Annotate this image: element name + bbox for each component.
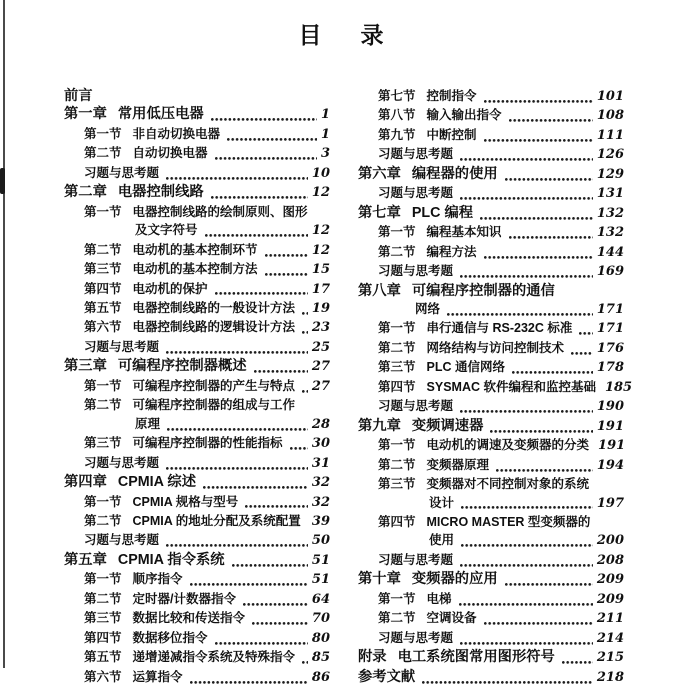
entry-label: 第二节 <box>378 244 416 259</box>
dot-leader <box>578 319 593 338</box>
entry-page: 215 <box>596 650 624 666</box>
entry-title: 数据移位指令 <box>132 630 208 645</box>
toc-entry <box>64 434 330 453</box>
entry-label: 第六章 <box>358 165 401 182</box>
dot-leader <box>210 183 309 202</box>
entry-label: 第三节 <box>84 262 122 277</box>
entry-title: 前言 <box>64 88 93 104</box>
toc-entry <box>358 494 624 513</box>
dot-leader <box>214 280 309 299</box>
entry-title: 习题与思考题 <box>378 399 454 414</box>
entry-label: 第四节 <box>84 630 122 645</box>
entry-title: 自动切换电器 <box>132 146 208 161</box>
entry-label: 第一节 <box>84 126 122 141</box>
entry-label: 第一节 <box>378 438 416 453</box>
toc-entry <box>64 377 330 396</box>
dot-leader <box>204 221 309 240</box>
entry-title: 串行通信与 RS-232C 标准 <box>426 321 573 336</box>
entry-label: 第一节 <box>84 494 122 509</box>
entry-page: 178 <box>596 360 624 376</box>
entry-title: 可编程序控制器的性能指标 <box>132 436 283 451</box>
dot-leader <box>214 144 318 163</box>
dot-leader <box>166 415 309 434</box>
dot-leader <box>189 668 309 687</box>
dot-leader <box>508 106 594 125</box>
toc-entry <box>358 87 624 106</box>
toc-entry <box>358 629 624 648</box>
entry-title: 可编程序控制器的组成与工作 <box>132 398 296 413</box>
entry-label: 第四节 <box>84 281 122 296</box>
entry-title: 变频器对不同控制对象的系统 <box>426 477 590 492</box>
entry-label: 第一章 <box>64 106 107 123</box>
dot-leader <box>459 184 594 203</box>
entry-page: 108 <box>596 108 624 124</box>
entry-title: 常用低压电器 <box>117 106 204 123</box>
entry-page: 25 <box>311 339 330 355</box>
entry-page: 80 <box>311 630 330 646</box>
entry-label: 第一节 <box>378 225 416 240</box>
dot-leader <box>483 87 594 106</box>
entry-label: 第二节 <box>378 457 416 472</box>
toc-entry <box>358 551 624 570</box>
toc-entry <box>64 164 330 183</box>
dot-leader <box>231 551 309 570</box>
dot-leader <box>483 126 594 145</box>
toc-entry <box>358 319 624 338</box>
entry-page: 185 <box>604 379 633 395</box>
entry-title: 设计 <box>429 495 455 510</box>
dot-leader <box>165 454 309 473</box>
toc-entry <box>358 475 624 493</box>
entry-title: 电动机的基本控制方法 <box>132 262 258 277</box>
toc-entry <box>358 223 624 242</box>
page-left-border <box>3 0 5 668</box>
entry-label: 第八节 <box>378 108 416 123</box>
dot-leader <box>504 570 594 589</box>
entry-title: 空调设备 <box>426 611 477 626</box>
entry-page: 101 <box>596 89 624 104</box>
dot-leader <box>570 339 594 358</box>
dot-leader <box>226 125 318 144</box>
dot-leader <box>508 223 594 242</box>
entry-page: 31 <box>311 455 330 471</box>
toc-entry <box>64 570 330 589</box>
entry-title: 原理 <box>135 416 161 431</box>
entry-page: 86 <box>311 669 330 685</box>
entry-page: 171 <box>596 321 624 337</box>
dot-leader <box>264 241 309 260</box>
toc-entry <box>358 436 624 455</box>
toc-entry <box>358 243 624 262</box>
entry-page: 171 <box>596 301 624 317</box>
dot-leader <box>561 648 594 667</box>
entry-page: 64 <box>311 591 330 607</box>
dot-leader <box>459 145 594 164</box>
dot-leader <box>421 668 594 687</box>
entry-label: 第三节 <box>378 360 416 375</box>
entry-title: 变频调速器 <box>411 417 484 434</box>
entry-title: 电器控制线路的一般设计方法 <box>132 300 296 315</box>
entry-page: 70 <box>311 611 330 627</box>
dot-leader <box>489 417 593 436</box>
dot-leader <box>242 590 309 609</box>
entry-page: 19 <box>311 300 330 316</box>
entry-title: 习题与思考题 <box>378 630 454 645</box>
dot-leader <box>264 260 309 279</box>
entry-label: 第一节 <box>378 591 416 606</box>
entry-page: 169 <box>596 264 624 280</box>
toc-entry <box>64 87 330 105</box>
entry-title: 编程方法 <box>426 244 477 259</box>
entry-page: 85 <box>311 650 330 666</box>
dot-leader <box>479 204 594 223</box>
toc-entry <box>64 338 330 357</box>
entry-label: 第二节 <box>84 398 122 413</box>
entry-title: 使用 <box>429 533 455 548</box>
toc-entry <box>358 590 624 609</box>
dot-leader <box>504 165 594 184</box>
entry-page: 131 <box>596 186 624 202</box>
toc-entry <box>64 241 330 260</box>
toc-entry <box>358 339 624 358</box>
entry-title: 输入输出指令 <box>426 108 502 123</box>
entry-label: 第一节 <box>84 378 122 393</box>
toc-entry <box>64 473 330 492</box>
toc-entry <box>358 262 624 281</box>
entry-title: 可编程序控制器概述 <box>117 358 247 375</box>
dot-leader <box>253 357 309 376</box>
entry-label: 第六节 <box>84 669 122 684</box>
entry-page: 211 <box>596 611 624 627</box>
entry-title: 可编程序控制器的通信 <box>411 282 555 299</box>
entry-page: 197 <box>596 495 624 511</box>
entry-label: 第三节 <box>84 436 122 451</box>
toc-entry <box>358 668 624 687</box>
entry-label: 第五节 <box>84 650 122 665</box>
dot-leader <box>189 570 309 589</box>
entry-page: 200 <box>596 533 624 549</box>
entry-label: 第二节 <box>84 591 122 606</box>
entry-title: 电动机的基本控制环节 <box>132 242 258 257</box>
entry-label: 第二节 <box>84 513 122 528</box>
entry-title: 习题与思考题 <box>84 339 160 354</box>
dot-leader <box>307 512 309 531</box>
dot-leader <box>495 456 594 475</box>
dot-leader <box>483 609 594 628</box>
entry-title: 可编程序控制器的产生与特点 <box>132 378 296 393</box>
entry-page: 218 <box>596 669 624 685</box>
entry-page: 50 <box>311 533 330 549</box>
toc-column-left <box>64 87 330 687</box>
entry-label: 第二章 <box>64 184 107 201</box>
entry-label: 第五节 <box>84 300 122 315</box>
entry-title: MICRO MASTER 型变频器的 <box>426 514 591 529</box>
entry-title: 电器控制线路的逻辑设计方法 <box>132 320 296 335</box>
page-title: 目录 <box>298 22 423 48</box>
entry-label: 第八章 <box>358 282 401 299</box>
toc-entry <box>64 318 330 337</box>
entry-title: 编程基本知识 <box>426 225 502 240</box>
entry-page: 1 <box>320 126 330 142</box>
entry-title: CPMIA 综述 <box>117 474 196 491</box>
entry-title: 电器控制线路 <box>117 184 204 201</box>
dot-leader <box>511 358 594 377</box>
entry-page: 191 <box>598 438 626 454</box>
entry-page: 32 <box>311 475 330 491</box>
entry-label: 第二节 <box>84 146 122 161</box>
toc-entry <box>64 668 330 687</box>
entry-page: 3 <box>320 146 330 162</box>
dot-leader <box>244 493 309 512</box>
entry-label: 第六节 <box>84 320 122 335</box>
entry-page: 194 <box>596 457 624 473</box>
entry-label: 第九节 <box>378 127 416 142</box>
dot-leader <box>301 318 309 337</box>
entry-label: 第二节 <box>378 611 416 626</box>
entry-title: 习题与思考题 <box>84 533 160 548</box>
entry-label: 第七节 <box>378 89 416 103</box>
toc-entry <box>64 357 330 376</box>
toc-entry <box>358 145 624 164</box>
toc-entry <box>358 531 624 550</box>
entry-page: 30 <box>311 436 330 452</box>
entry-page: 17 <box>311 281 330 297</box>
toc-entry <box>358 282 624 300</box>
toc-entry <box>358 513 624 531</box>
entry-title: 递增递减指令系统及特殊指令 <box>132 650 296 665</box>
toc-entry <box>64 629 330 648</box>
entry-page: 208 <box>596 552 624 568</box>
entry-page: 51 <box>311 572 330 588</box>
entry-label: 第十章 <box>358 571 401 588</box>
entry-title: 参考文献 <box>358 668 416 685</box>
entry-page: 12 <box>311 223 330 239</box>
toc-entry <box>64 105 330 124</box>
toc-entry <box>64 183 330 202</box>
toc-entry <box>64 493 330 512</box>
entry-title: 网络 <box>415 301 441 316</box>
entry-page: 12 <box>311 242 330 258</box>
entry-title: 变频器的应用 <box>411 571 498 588</box>
toc-entry <box>64 280 330 299</box>
entry-page: 132 <box>596 225 624 241</box>
entry-title: 习题与思考题 <box>84 455 160 470</box>
entry-title: 电器控制线路的绘制原则、图形 <box>132 204 308 219</box>
toc-entry <box>358 300 624 319</box>
toc-entry <box>64 551 330 570</box>
toc-entry <box>358 570 624 589</box>
entry-title: SYSMAC 软件编程和监控基础 <box>426 379 596 394</box>
entry-label: 第七章 <box>358 204 401 221</box>
entry-page: 191 <box>596 418 624 434</box>
toc-entry <box>64 454 330 473</box>
toc-entry <box>358 648 624 667</box>
entry-page: 39 <box>311 513 330 529</box>
entry-page: 209 <box>596 591 624 607</box>
scan-mark <box>0 168 5 194</box>
toc-entry <box>64 415 330 434</box>
entry-page: 10 <box>311 165 330 181</box>
entry-page: 28 <box>311 416 330 432</box>
entry-title: 非自动切换电器 <box>132 126 221 141</box>
toc-entry <box>64 221 330 240</box>
dot-leader <box>459 629 594 648</box>
entry-page: 132 <box>596 205 624 221</box>
entry-page: 12 <box>311 185 330 201</box>
dot-leader <box>459 551 594 570</box>
entry-label: 第四节 <box>378 379 416 394</box>
entry-label: 第九章 <box>358 417 401 434</box>
toc-entry <box>64 299 330 318</box>
entry-title: 变频器原理 <box>426 457 490 472</box>
toc-entry <box>64 609 330 628</box>
entry-title: 网络结构与访问控制技术 <box>426 340 565 355</box>
entry-page: 176 <box>596 340 624 356</box>
dot-leader <box>483 243 594 262</box>
dot-leader <box>210 105 318 124</box>
entry-label: 第三章 <box>64 358 107 375</box>
toc-entry <box>358 609 624 628</box>
entry-page: 32 <box>311 494 330 510</box>
toc-entry <box>64 396 330 414</box>
entry-title: 习题与思考题 <box>378 552 454 567</box>
dot-leader <box>459 397 594 416</box>
entry-title: 习题与思考题 <box>84 165 160 180</box>
toc-column-right <box>358 87 633 687</box>
entry-page: 129 <box>596 166 624 182</box>
entry-title: 电梯 <box>426 591 452 606</box>
toc-entry <box>358 165 624 184</box>
toc-entry <box>64 590 330 609</box>
dot-leader <box>165 164 309 183</box>
dot-leader <box>202 473 309 492</box>
toc-entry <box>358 106 624 125</box>
toc-entry <box>64 144 330 163</box>
dot-leader <box>301 377 309 396</box>
entry-title: 中断控制 <box>426 127 477 142</box>
dot-leader <box>289 434 309 453</box>
entry-title: 数据比较和传送指令 <box>132 611 246 626</box>
dot-leader <box>301 299 309 318</box>
toc-entry <box>64 648 330 667</box>
entry-page: 51 <box>311 552 330 568</box>
toc-entry <box>358 126 624 145</box>
entry-page: 15 <box>311 262 330 278</box>
entry-title: 定时器/计数器指令 <box>132 591 236 606</box>
entry-title: 顺序指令 <box>132 572 183 587</box>
entry-page: 27 <box>311 378 330 394</box>
entry-title: 电动机的调速及变频器的分类 <box>426 438 590 453</box>
toc-entry <box>358 397 624 416</box>
dot-leader <box>301 648 309 667</box>
entry-title: 控制指令 <box>426 89 477 103</box>
toc-columns <box>0 49 682 687</box>
entry-page: 23 <box>311 320 330 336</box>
entry-label: 第二节 <box>84 242 122 257</box>
toc-entry <box>358 378 633 397</box>
toc-entry <box>64 203 330 221</box>
entry-page: 27 <box>311 359 330 375</box>
entry-title: 习题与思考题 <box>378 186 454 201</box>
entry-label: 第四节 <box>378 514 416 529</box>
entry-title: PLC 通信网络 <box>426 360 505 375</box>
entry-page: 126 <box>596 147 624 163</box>
toc-entry <box>64 125 330 144</box>
dot-leader <box>165 531 309 550</box>
entry-label: 第一节 <box>378 321 416 336</box>
dot-leader <box>458 590 594 609</box>
entry-label: 第一节 <box>84 572 122 587</box>
dot-leader <box>165 338 309 357</box>
toc-entry <box>64 260 330 279</box>
entry-page: 111 <box>596 127 624 143</box>
toc-entry <box>358 358 624 377</box>
entry-title: 电工系统图常用图形符号 <box>397 649 555 666</box>
toc-entry <box>358 184 624 203</box>
entry-label: 第五章 <box>64 551 107 568</box>
entry-label: 第二节 <box>378 340 416 355</box>
entry-title: 运算指令 <box>132 669 183 684</box>
entry-title: PLC 编程 <box>411 204 474 221</box>
entry-page: 214 <box>596 630 624 646</box>
entry-label: 第三节 <box>378 477 416 492</box>
toc-entry <box>64 531 330 550</box>
entry-page: 1 <box>320 107 330 123</box>
toc-entry <box>64 512 330 531</box>
dot-leader <box>214 629 309 648</box>
dot-leader <box>251 609 309 628</box>
entry-title: CPMIA 规格与型号 <box>132 494 239 509</box>
entry-title: 习题与思考题 <box>378 264 454 279</box>
entry-title: 编程器的使用 <box>411 165 498 182</box>
entry-label: 附录 <box>358 649 387 666</box>
entry-label: 第一节 <box>84 204 122 219</box>
dot-leader <box>446 300 594 319</box>
entry-title: 电动机的保护 <box>132 281 208 296</box>
toc-entry <box>358 456 624 475</box>
toc-entry <box>358 204 624 223</box>
entry-page: 144 <box>596 244 624 260</box>
dot-leader <box>459 262 594 281</box>
dot-leader <box>460 494 594 513</box>
entry-title: CPMIA 的地址分配及系统配置 <box>132 513 301 528</box>
entry-title: CPMIA 指令系统 <box>117 551 225 568</box>
entry-page: 209 <box>596 572 624 588</box>
entry-title: 习题与思考题 <box>378 147 454 162</box>
toc-entry <box>358 417 624 436</box>
entry-label: 第三节 <box>84 611 122 626</box>
entry-title: 及文字符号 <box>135 223 198 238</box>
entry-page: 190 <box>596 399 624 415</box>
entry-label: 第四章 <box>64 474 107 491</box>
dot-leader <box>460 531 594 550</box>
